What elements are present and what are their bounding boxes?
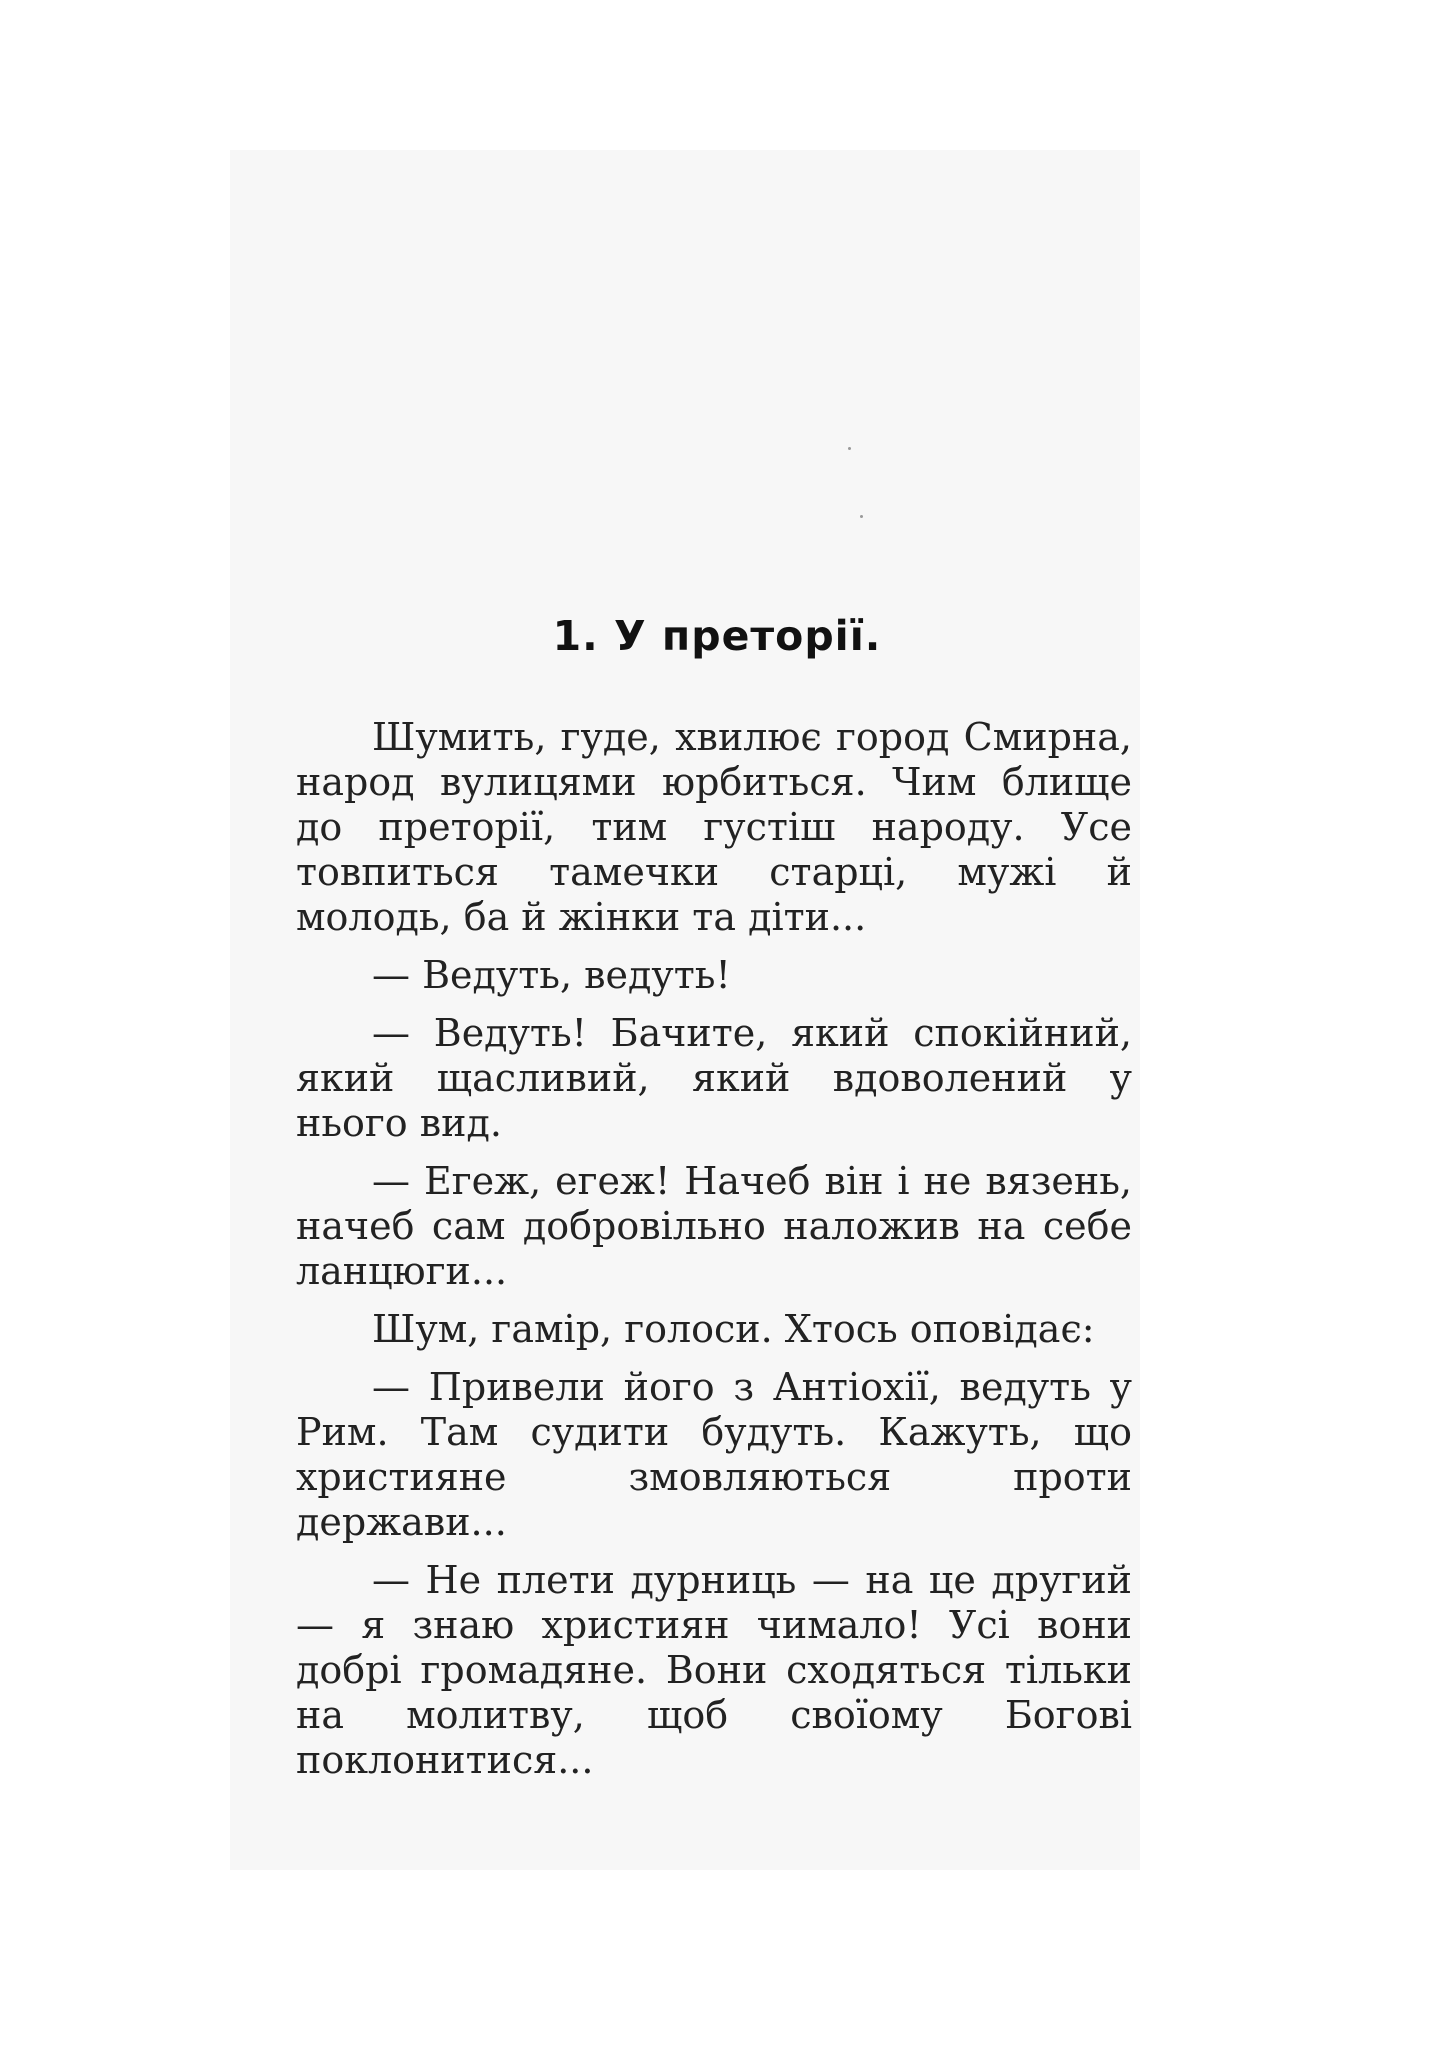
chapter-title: 1. У преторії. <box>552 612 882 660</box>
paragraph: — Ведуть! Бачите, який спокійний, який щасливий, який вдоволений у нього вид. <box>296 1011 1132 1145</box>
print-speck <box>860 515 863 518</box>
paragraph: — Не плети дурниць — на це другий — я знаю християн чимало! Усі вони добрі громадяне. Вони сходяться тільки на молитву, щоб своїому Богові поклонитися... <box>296 1558 1132 1782</box>
print-speck <box>848 447 851 450</box>
paragraph: Шум, гамір, голоси. Хтось оповідає: <box>372 1307 1095 1351</box>
paragraph: — Привели його з Антіохії, ведуть у Рим. Там судити будуть. Кажуть, що християне змовляються проти держави... <box>296 1365 1132 1544</box>
chapter-text <box>296 715 1132 1783</box>
paragraph: — Егеж, егеж! Начеб він і не вязень, начеб сам добровільно наложив на себе ланцюги... <box>296 1159 1132 1293</box>
paragraph: — Ведуть, ведуть! <box>372 953 731 997</box>
paragraph: Шумить, гуде, хвилює город Смирна, народ вулицями юрбиться. Чим блище до преторії, тим густіш народу. Усе товпиться тамечки старці, мужі й молодь, ба й жінки та діти... <box>296 715 1132 939</box>
